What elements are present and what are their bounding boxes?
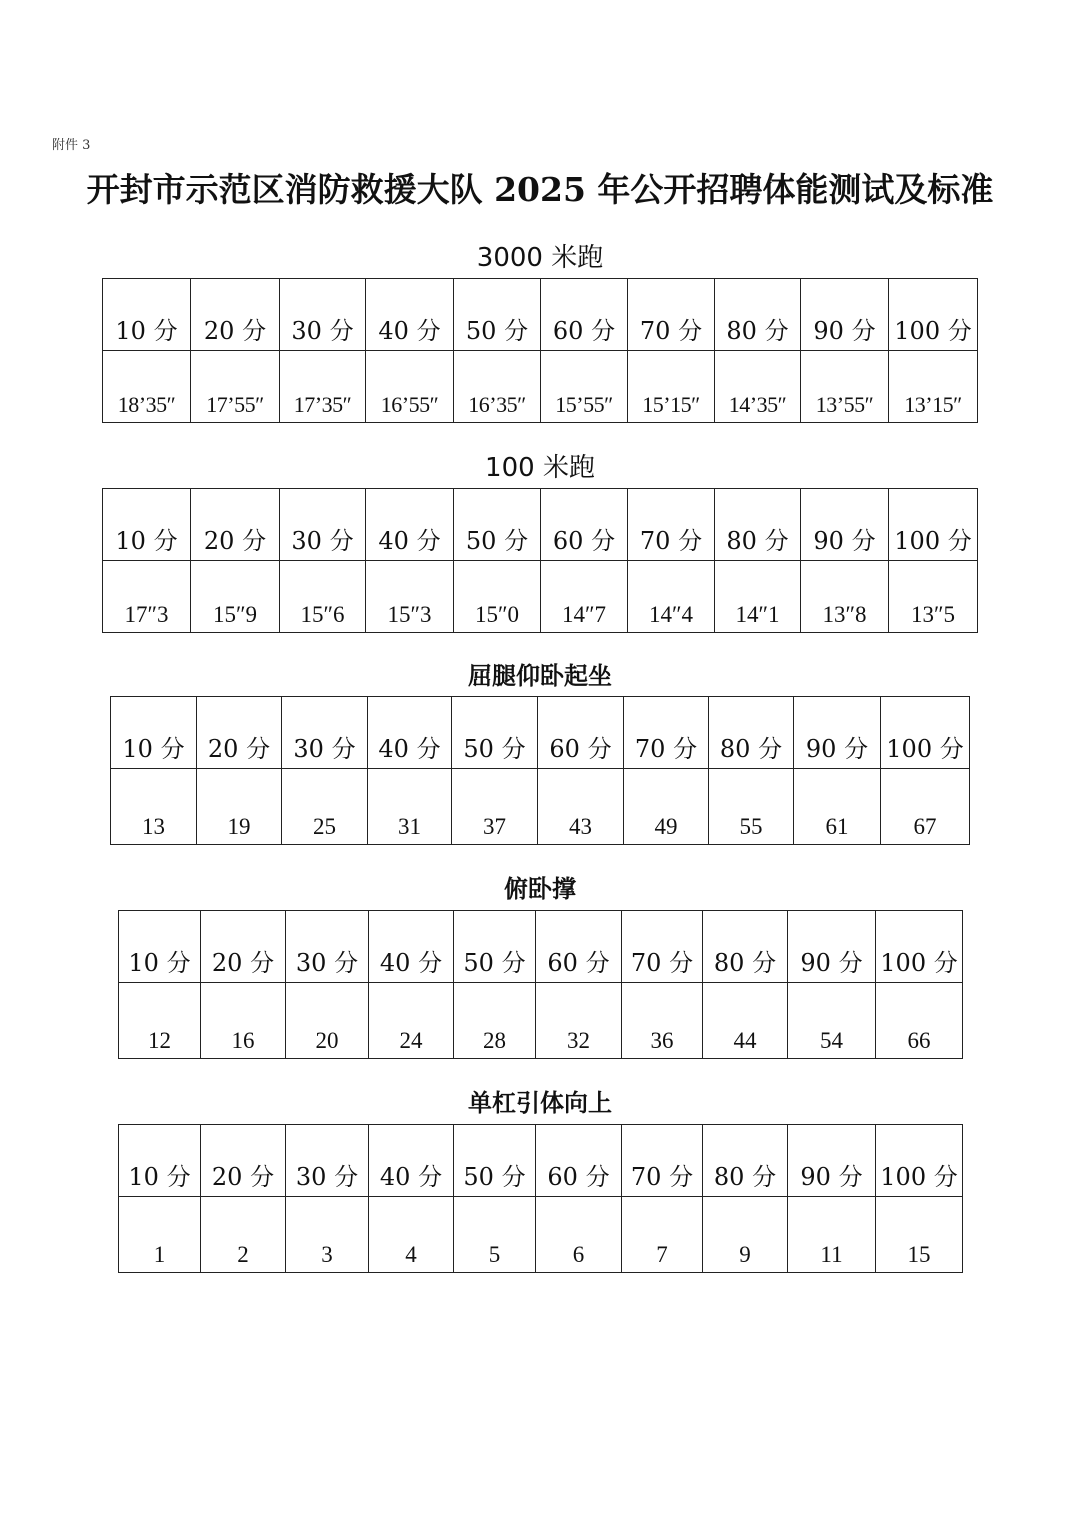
standard-value: 14″4 (628, 561, 715, 633)
score-header: 20 分 (197, 697, 282, 769)
standard-value: 61 (794, 769, 881, 845)
score-header: 30 分 (280, 489, 366, 561)
standard-value: 15″0 (454, 561, 541, 633)
score-header: 90 分 (794, 697, 881, 769)
standard-value: 16 (201, 983, 286, 1059)
standard-value: 49 (624, 769, 709, 845)
standard-value: 7 (622, 1197, 703, 1273)
standard-value: 15″9 (191, 561, 280, 633)
standard-value: 15’55″ (541, 351, 628, 423)
standard-value: 3 (286, 1197, 369, 1273)
score-header: 80 分 (703, 1125, 788, 1197)
score-header: 40 分 (369, 1125, 454, 1197)
score-header: 20 分 (191, 279, 280, 351)
score-header: 10 分 (119, 1125, 201, 1197)
standard-value: 18’35″ (103, 351, 191, 423)
standard-value: 14″1 (715, 561, 801, 633)
standard-value: 17’55″ (191, 351, 280, 423)
section-pushups (0, 869, 1080, 909)
document-title: 开封市示范区消防救援大队 2025 年公开招聘体能测试及标准 (86, 170, 994, 209)
standard-value: 25 (282, 769, 368, 845)
score-header: 60 分 (536, 1125, 622, 1197)
score-header: 100 分 (889, 489, 978, 561)
score-header: 50 分 (454, 911, 536, 983)
section-title: 屈腿仰卧起坐 (468, 662, 612, 690)
standard-value: 9 (703, 1197, 788, 1273)
score-header: 70 分 (628, 279, 715, 351)
standard-value: 67 (881, 769, 970, 845)
standard-value: 66 (876, 983, 963, 1059)
score-header: 40 分 (366, 489, 454, 561)
standard-value: 6 (536, 1197, 622, 1273)
standard-value: 19 (197, 769, 282, 845)
score-header: 30 分 (286, 1125, 369, 1197)
section-title: 单杠引体向上 (468, 1089, 612, 1117)
score-header: 10 分 (119, 911, 201, 983)
score-header: 20 分 (201, 911, 286, 983)
score-header: 50 分 (452, 697, 538, 769)
standard-value: 44 (703, 983, 788, 1059)
standard-value: 2 (201, 1197, 286, 1273)
score-table-3000m (102, 278, 978, 423)
score-header: 90 分 (788, 1125, 876, 1197)
standard-value: 12 (119, 983, 201, 1059)
score-header: 60 分 (538, 697, 624, 769)
standard-value: 13″8 (801, 561, 889, 633)
score-header: 70 分 (628, 489, 715, 561)
score-header: 100 分 (876, 911, 963, 983)
section-situps (0, 656, 1080, 696)
section-title: 3000 米跑 (476, 243, 604, 273)
standard-value: 55 (709, 769, 794, 845)
score-header: 70 分 (622, 911, 703, 983)
score-header: 80 分 (715, 279, 801, 351)
score-header: 80 分 (709, 697, 794, 769)
score-header: 20 分 (201, 1125, 286, 1197)
score-header: 70 分 (624, 697, 709, 769)
section-3000m (0, 238, 1080, 278)
score-header: 90 分 (801, 279, 889, 351)
score-header: 50 分 (454, 489, 541, 561)
standard-value: 13’15″ (889, 351, 978, 423)
standard-value: 16’35″ (454, 351, 541, 423)
standard-value: 13″5 (889, 561, 978, 633)
standard-value: 1 (119, 1197, 201, 1273)
standard-value: 15″3 (366, 561, 454, 633)
score-header: 70 分 (622, 1125, 703, 1197)
section-title: 100 米跑 (485, 453, 595, 483)
score-header: 80 分 (715, 489, 801, 561)
standard-value: 11 (788, 1197, 876, 1273)
standard-value: 15’15″ (628, 351, 715, 423)
score-header: 60 分 (541, 489, 628, 561)
standard-value: 13’55″ (801, 351, 889, 423)
score-header: 80 分 (703, 911, 788, 983)
standard-value: 32 (536, 983, 622, 1059)
score-header: 40 分 (368, 697, 452, 769)
score-header: 40 分 (369, 911, 454, 983)
standard-value: 14’35″ (715, 351, 801, 423)
score-header: 50 分 (454, 279, 541, 351)
score-header: 30 分 (286, 911, 369, 983)
standard-value: 54 (788, 983, 876, 1059)
standard-value: 13 (111, 769, 197, 845)
score-header: 90 分 (801, 489, 889, 561)
standard-value: 16’55″ (366, 351, 454, 423)
standard-value: 43 (538, 769, 624, 845)
section-pullups (0, 1083, 1080, 1123)
score-header: 60 分 (541, 279, 628, 351)
standard-value: 15 (876, 1197, 963, 1273)
standard-value: 36 (622, 983, 703, 1059)
section-100m (0, 448, 1080, 488)
score-header: 100 分 (876, 1125, 963, 1197)
score-header: 10 分 (111, 697, 197, 769)
score-table-pullups (118, 1124, 963, 1273)
standard-value: 17’35″ (280, 351, 366, 423)
standard-value: 20 (286, 983, 369, 1059)
score-header: 100 分 (889, 279, 978, 351)
section-title: 俯卧撑 (504, 875, 576, 903)
standard-value: 24 (369, 983, 454, 1059)
score-table-pushups (118, 910, 963, 1059)
score-header: 40 分 (366, 279, 454, 351)
standard-value: 4 (369, 1197, 454, 1273)
standard-value: 5 (454, 1197, 536, 1273)
score-header: 20 分 (191, 489, 280, 561)
standard-value: 31 (368, 769, 452, 845)
score-header: 60 分 (536, 911, 622, 983)
score-header: 90 分 (788, 911, 876, 983)
standard-value: 28 (454, 983, 536, 1059)
standard-value: 37 (452, 769, 538, 845)
score-header: 30 分 (280, 279, 366, 351)
standard-value: 14″7 (541, 561, 628, 633)
attachment-label: 附件 3 (52, 138, 91, 153)
score-header: 10 分 (103, 489, 191, 561)
score-table-situps (110, 696, 970, 845)
score-header: 30 分 (282, 697, 368, 769)
standard-value: 15″6 (280, 561, 366, 633)
score-header: 100 分 (881, 697, 970, 769)
score-header: 50 分 (454, 1125, 536, 1197)
score-table-100m (102, 488, 978, 633)
standard-value: 17″3 (103, 561, 191, 633)
score-header: 10 分 (103, 279, 191, 351)
